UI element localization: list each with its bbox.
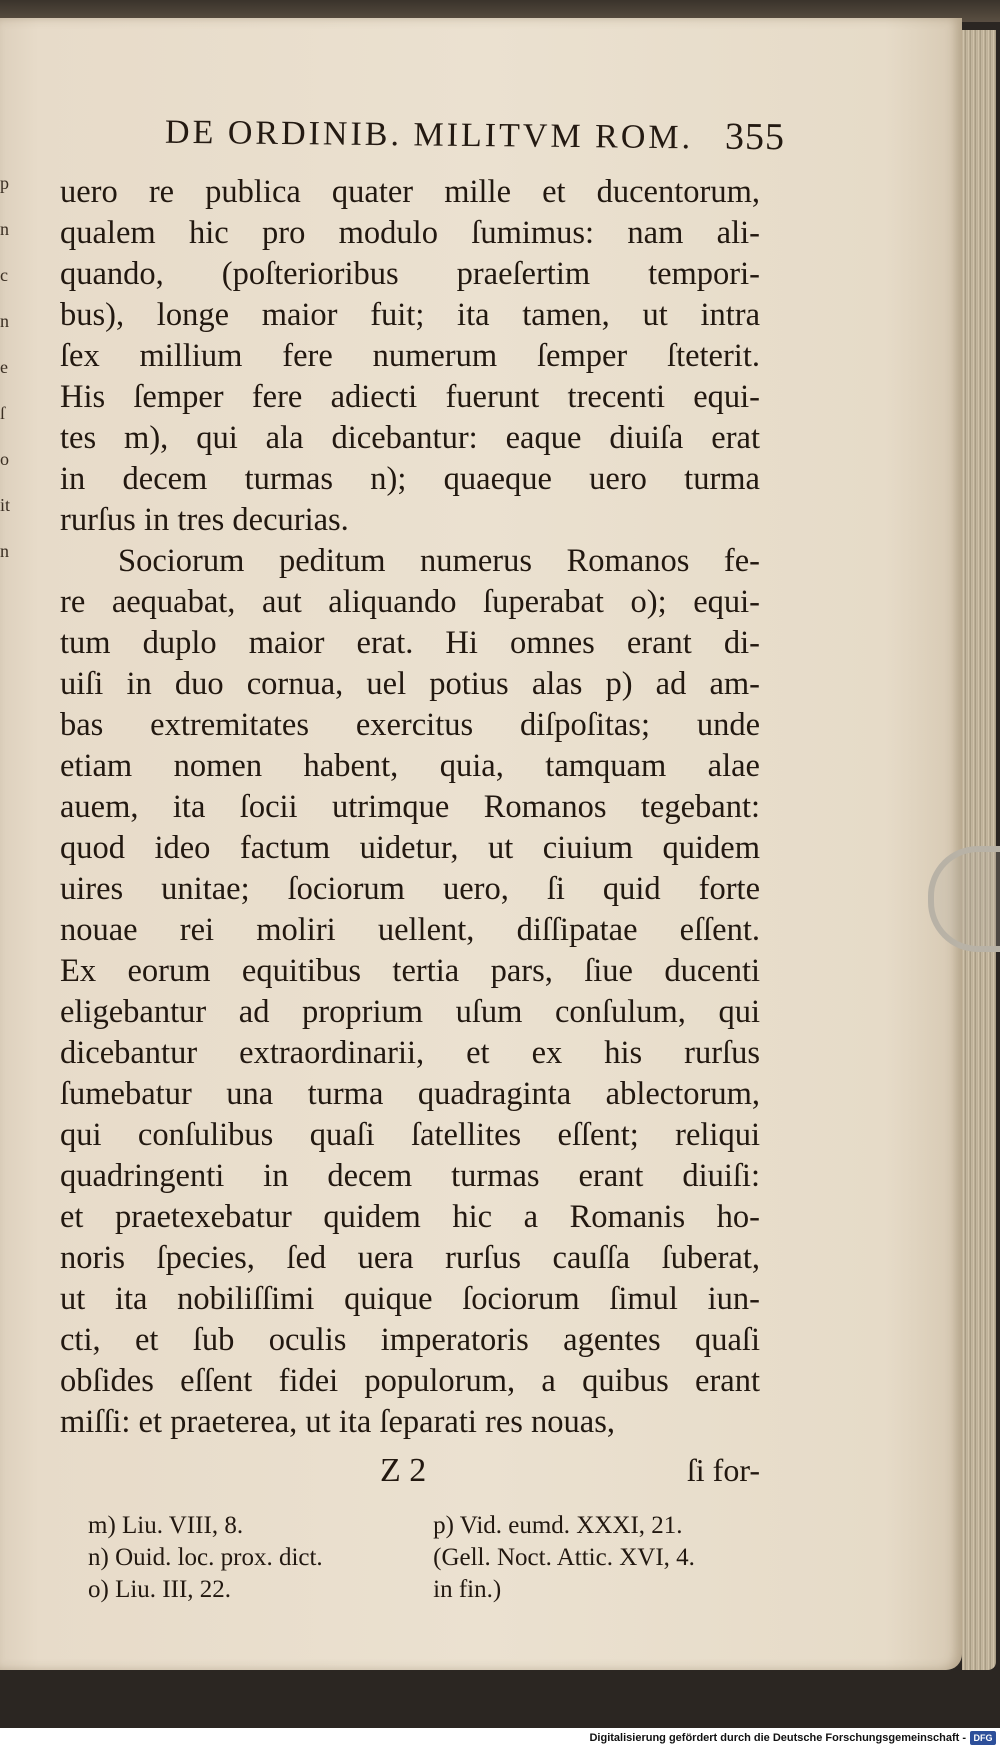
footnote: m) Liu. VIII, 8. — [88, 1512, 244, 1539]
text-line: qualem hic pro modulo ſumimus: nam ali- — [60, 215, 760, 251]
text-line: miſſi: et praeterea, ut ita ſeparati res nouas, — [60, 1404, 615, 1440]
catch-line — [60, 1452, 760, 1496]
text-line: et praetexebatur quidem hic a Romanis ho- — [60, 1199, 760, 1235]
footnote: p) Vid. eumd. XXXI, 21. — [433, 1512, 683, 1539]
dfg-logo-icon: DFG — [970, 1731, 996, 1745]
text-line: tes m), qui ala dicebantur: eaque diuiſa erat — [60, 420, 760, 456]
text-line: quod ideo factum uidetur, ut ciuium quidem — [60, 830, 760, 866]
running-head — [165, 109, 785, 159]
text-line: uires unitae; ſociorum uero, ſi quid forte — [60, 871, 760, 907]
text-line: quando, (poſterioribus praeſertim tempori- — [60, 256, 760, 292]
text-line: bus), longe maior fuit; ita tamen, ut intra — [60, 297, 760, 333]
text-line: rurſus in tres decurias. — [60, 502, 349, 538]
margin-fragment: n — [0, 541, 9, 561]
text-line: auem, ita ſocii utrimque Romanos tegebant: — [60, 789, 760, 825]
text-line: noris ſpecies, ſed uera rurſus cauſſa ſuberat, — [60, 1240, 760, 1276]
running-head-title: DE ORDINIB. MILITVM ROM. — [164, 113, 694, 157]
catchword: ſi for- — [686, 1452, 760, 1488]
margin-fragment: c — [0, 265, 8, 285]
text-line: cti, et ſub oculis imperatoris agentes quaſi — [60, 1322, 760, 1358]
text-line: bas extremitates exercitus diſpoſitas; unde — [60, 707, 760, 743]
page-number: 355 — [724, 115, 786, 159]
text-line: etiam nomen habent, quia, tamquam alae — [60, 748, 760, 784]
text-line: ut ita nobiliſſimi quique ſociorum ſimul iun- — [60, 1281, 760, 1317]
margin-fragment: n — [0, 311, 9, 331]
text-line: eligebantur ad proprium uſum conſulum, qui — [60, 994, 760, 1030]
footnote: n) Ouid. loc. prox. dict. — [88, 1544, 323, 1571]
body-text — [60, 172, 760, 1443]
text-line: re aequabat, aut aliquando ſuperabat o); equi- — [60, 584, 760, 620]
margin-fragment: ſ — [0, 403, 6, 423]
text-line: His ſemper fere adiecti fuerunt trecenti equi- — [60, 379, 760, 415]
footnotes — [88, 1510, 788, 1606]
footnote: (Gell. Noct. Attic. XVI, 4. — [433, 1544, 695, 1571]
margin-fragment: it — [0, 495, 11, 515]
left-margin-fragments — [0, 160, 14, 1060]
margin-fragment: n — [0, 219, 9, 239]
text-line: obſides eſſent fidei populorum, a quibus erant — [60, 1363, 760, 1399]
footnote: o) Liu. III, 22. — [88, 1576, 232, 1603]
footnote: in fin.) — [433, 1576, 502, 1603]
margin-fragment: p — [0, 173, 9, 193]
text-line: quadringenti in decem turmas erant diuiſi: — [60, 1158, 760, 1194]
text-line: tum duplo maior erat. Hi omnes erant di- — [60, 625, 760, 661]
footer-credit: Digitalisierung gefördert durch die Deutsche Forschungsgemeinschaft - — [589, 1732, 966, 1744]
text-line: ſumebatur una turma quadraginta ablectorum, — [60, 1076, 760, 1112]
text-line: Sociorum peditum numerus Romanos fe- — [118, 543, 760, 579]
text-line: ſex millium fere numerum ſemper ſteterit. — [60, 338, 760, 374]
text-line: uiſi in duo cornua, uel potius alas p) ad am- — [60, 666, 760, 702]
footnotes-left — [88, 1510, 423, 1606]
text-line: Ex eorum equitibus tertia pars, ſiue ducenti — [60, 953, 760, 989]
text-line: uero re publica quater mille et ducentorum, — [60, 174, 760, 210]
text-line: in decem turmas n); quaeque uero turma — [60, 461, 760, 497]
margin-fragment: e — [0, 357, 8, 377]
footnotes-right — [423, 1510, 788, 1606]
text-line: nouae rei moliri uellent, diſſipatae eſſent. — [60, 912, 760, 948]
margin-fragment: o — [0, 449, 9, 469]
text-line: dicebantur extraordinarii, et ex his rurſus — [60, 1035, 760, 1071]
text-line: qui conſulibus quaſi ſatellites eſſent; reliqui — [60, 1117, 760, 1153]
signature-mark: Z 2 — [380, 1452, 427, 1489]
